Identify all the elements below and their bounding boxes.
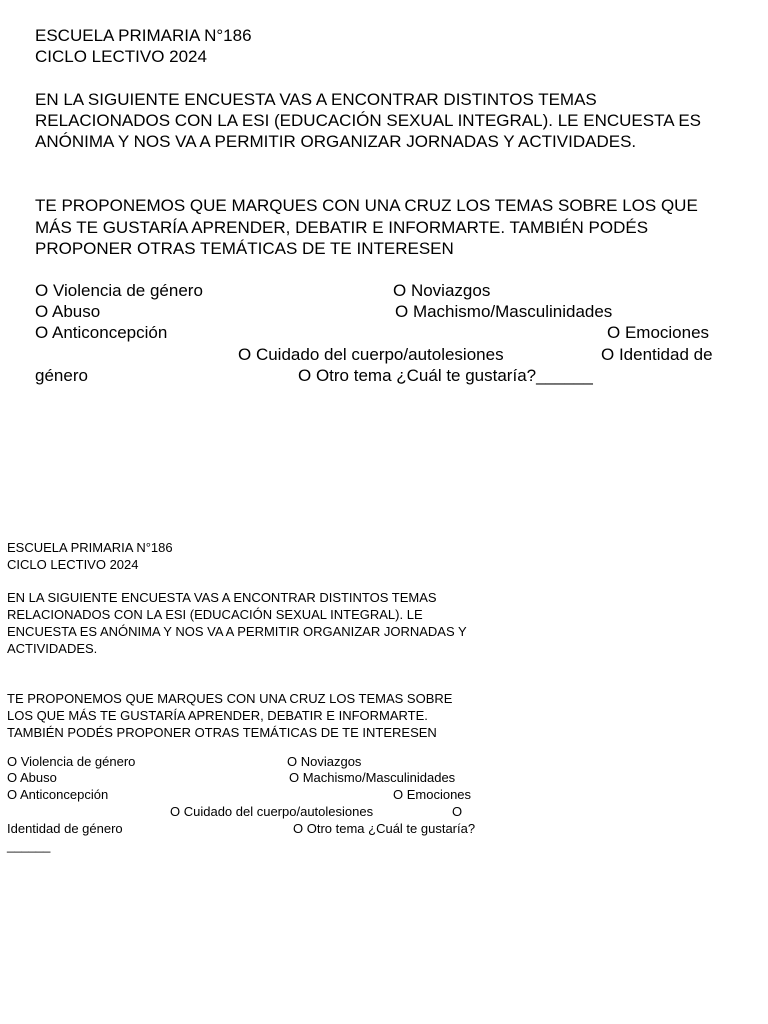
survey-copy-small bbox=[7, 540, 467, 742]
answer-blank[interactable]: ______ bbox=[7, 838, 51, 853]
option-anticoncepcion[interactable]: O Anticoncepción bbox=[35, 323, 168, 342]
option-violencia[interactable]: O Violencia de género bbox=[7, 754, 136, 769]
option-otro[interactable]: O Otro tema ¿Cuál te gustaría? bbox=[293, 821, 476, 836]
option-machismo[interactable]: O Machismo/Masculinidades bbox=[289, 770, 456, 785]
intro-line: RELACIONADOS CON LA ESI (EDUCACIÓN SEXUAL INTEGRAL). LE ENCUESTA ES bbox=[35, 111, 701, 131]
option-violencia[interactable]: O Violencia de género bbox=[35, 281, 203, 300]
option-otro[interactable]: O Otro tema ¿Cuál te gustaría?______ bbox=[298, 366, 593, 385]
option-noviazgos[interactable]: O Noviazgos bbox=[393, 281, 491, 300]
instruction-line: PROPONER OTRAS TEMÁTICAS DE TE INTERESEN bbox=[35, 238, 454, 258]
school-year: CICLO LECTIVO 2024 bbox=[7, 556, 139, 572]
instruction-line: TE PROPONEMOS QUE MARQUES CON UNA CRUZ LOS TEMAS SOBRE LOS QUE bbox=[35, 196, 698, 216]
option-identidad-cont[interactable]: Identidad de género bbox=[7, 821, 123, 836]
school-year: CICLO LECTIVO 2024 bbox=[35, 47, 207, 67]
instruction-line: TE PROPONEMOS QUE MARQUES CON UNA CRUZ LOS TEMAS SOBRE bbox=[7, 691, 453, 707]
survey-copy-large bbox=[35, 25, 701, 259]
option-identidad[interactable]: O Identidad de bbox=[601, 345, 713, 364]
option-abuso[interactable]: O Abuso bbox=[35, 302, 101, 321]
intro-line: ANÓNIMA Y NOS VA A PERMITIR ORGANIZAR JORNADAS Y ACTIVIDADES. bbox=[35, 132, 637, 152]
option-emociones[interactable]: O Emociones bbox=[607, 323, 710, 342]
option-emociones[interactable]: O Emociones bbox=[393, 787, 472, 802]
option-identidad[interactable]: O bbox=[452, 804, 463, 819]
option-anticoncepcion[interactable]: O Anticoncepción bbox=[7, 787, 109, 802]
option-noviazgos[interactable]: O Noviazgos bbox=[287, 754, 362, 769]
option-cuidado[interactable]: O Cuidado del cuerpo/autolesiones bbox=[170, 804, 374, 819]
option-cuidado[interactable]: O Cuidado del cuerpo/autolesiones bbox=[238, 345, 504, 364]
intro-line: ENCUESTA ES ANÓNIMA Y NOS VA A PERMITIR ORGANIZAR JORNADAS Y bbox=[7, 623, 467, 639]
option-abuso[interactable]: O Abuso bbox=[7, 770, 57, 785]
intro-line: EN LA SIGUIENTE ENCUESTA VAS A ENCONTRAR DISTINTOS TEMAS bbox=[7, 590, 437, 606]
instruction-line: MÁS TE GUSTARÍA APRENDER, DEBATIR E INFORMARTE. TAMBIÉN PODÉS bbox=[35, 217, 649, 237]
school-name: ESCUELA PRIMARIA N°186 bbox=[7, 540, 173, 555]
intro-line: RELACIONADOS CON LA ESI (EDUCACIÓN SEXUAL INTEGRAL). LE bbox=[7, 607, 423, 623]
instruction-line: LOS QUE MÁS TE GUSTARÍA APRENDER, DEBATIR E INFORMARTE. bbox=[7, 707, 428, 723]
option-machismo[interactable]: O Machismo/Masculinidades bbox=[395, 302, 613, 321]
intro-line: EN LA SIGUIENTE ENCUESTA VAS A ENCONTRAR DISTINTOS TEMAS bbox=[35, 89, 597, 109]
option-identidad-cont[interactable]: género bbox=[35, 366, 88, 385]
intro-line: ACTIVIDADES. bbox=[7, 640, 98, 656]
instruction-line: TAMBIÉN PODÉS PROPONER OTRAS TEMÁTICAS DE TE INTERESEN bbox=[7, 724, 437, 740]
school-name: ESCUELA PRIMARIA N°186 bbox=[35, 26, 252, 45]
